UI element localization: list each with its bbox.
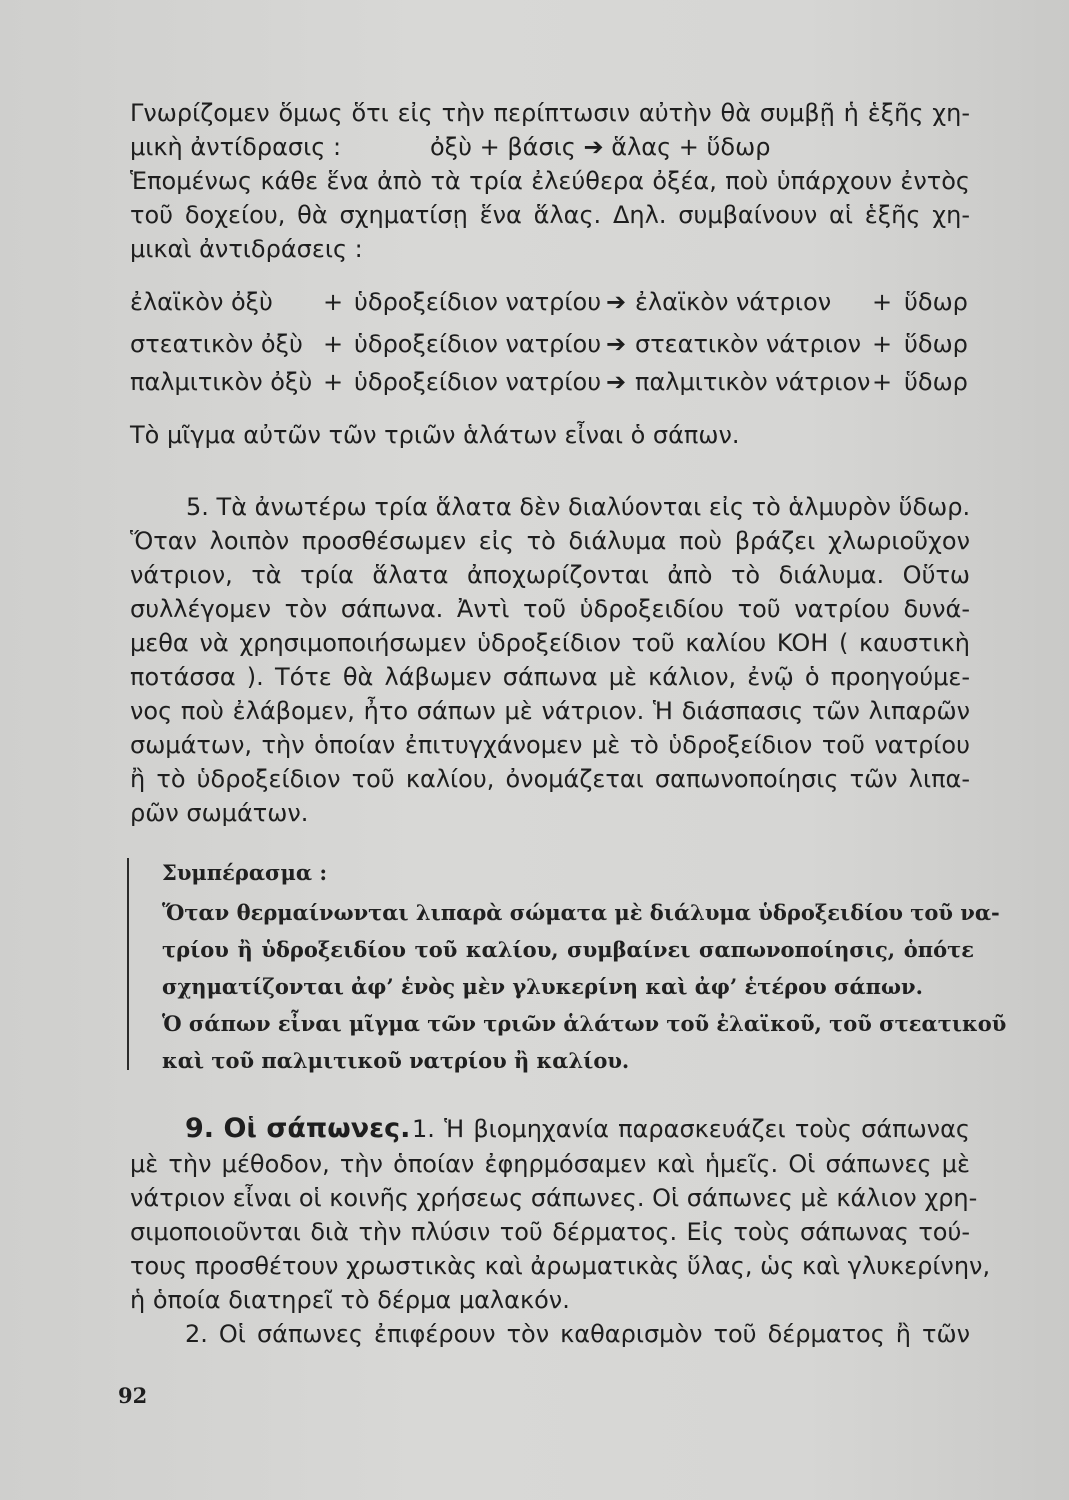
page-number: 92 [118, 1383, 148, 1408]
conclusion-line: καὶ τοῦ παλμιτικοῦ νατρίου ἢ καλίου. [162, 1048, 630, 1073]
text-line: νάτριον, τὰ τρία ἅλατα ἀποχωρίζονται ἀπὸ τὸ διάλυμα. Οὕτω [130, 561, 970, 589]
text-line: ποτάσσα ). Τότε θὰ λάβωμεν σάπωνα μὲ κάλιον, ἐνῷ ὁ προηγούμε- [130, 663, 970, 691]
acid-name: στεατικὸν ὀξὺ [130, 330, 303, 358]
text-line: σιμοποιοῦνται διὰ τὴν πλύσιν τοῦ δέρματος. Εἰς τοὺς σάπωνας τού- [130, 1218, 970, 1246]
text-line: μεθα νὰ χρησιμοποιήσωμεν ὑδροξείδιον τοῦ καλίου KOH ( καυστικὴ [130, 629, 970, 657]
conclusion-line: Ὅταν θερμαίνωνται λιπαρὰ σώματα μὲ διάλυμα ὑδροξειδίου τοῦ να- [162, 900, 1000, 925]
acid-name: ἐλαϊκὸν ὀξὺ [130, 288, 273, 316]
text-line: ἡ ὁποία διατηρεῖ τὸ δέρμα μαλακόν. [130, 1286, 570, 1314]
text-line: 1. Ἡ βιομηχανία παρασκευάζει τοὺς σάπωνας [412, 1115, 970, 1143]
base-name: ὑδροξείδιον νατρίου [354, 288, 602, 316]
text-line: Τὸ μῖγμα αὐτῶν τῶν τριῶν ἁλάτων εἶναι ὁ σάπων. [130, 421, 740, 449]
text-line: 2. Οἱ σάπωνες ἐπιφέρουν τὸν καθαρισμὸν τοῦ δέρματος ἢ τῶν [185, 1320, 970, 1348]
text-line: σωμάτων, τὴν ὁποίαν ἐπιτυγχάνομεν μὲ τὸ ὑδροξείδιον τοῦ νατρίου [130, 731, 970, 759]
plus-sign: + [323, 368, 344, 396]
text-line: Ἑπομένως κάθε ἕνα ἀπὸ τὰ τρία ἐλεύθερα ὀξέα, ποὺ ὑπάρχουν ἐντὸς [130, 167, 970, 195]
water-name: ὕδωρ [904, 288, 968, 316]
text-line: ρῶν σωμάτων. [130, 799, 309, 827]
salt-name: στεατικὸν νάτριον [635, 330, 862, 358]
text-line: τους προσθέτουν χρωστικὰς καὶ ἀρωματικὰς ὕλας, ὡς καὶ γλυκερίνην, [130, 1252, 991, 1280]
conclusion-title: Συμπέρασμα : [162, 860, 328, 885]
conclusion-line: τρίου ἢ ὑδροξειδίου τοῦ καλίου, συμβαίνει σαπωνοποίησις, ὁπότε [162, 937, 974, 962]
paragraph-5 [130, 490, 970, 830]
mixture-paragraph [130, 418, 970, 452]
text-line: νάτριον εἶναι οἱ κοινῆς χρήσεως σάπωνες. Οἱ σάπωνες μὲ κάλιον χρη- [130, 1184, 978, 1212]
text-line: ἢ τὸ ὑδροξείδιον τοῦ καλίου, ὀνομάζεται σαπωνοποίησις τῶν λιπα- [130, 765, 970, 793]
conclusion-box [127, 858, 1007, 1073]
reaction-label: μικὴ ἀντίδρασις : [130, 133, 342, 161]
base-name: ὑδροξείδιον νατρίου [354, 330, 602, 358]
equation-oleic [130, 284, 970, 320]
conclusion-body [162, 894, 1007, 1079]
plus-sign: + [872, 368, 893, 396]
equation-palmitic [130, 364, 970, 400]
salt-name: ἐλαϊκὸν νάτριον [635, 288, 832, 316]
text-line: μὲ τὴν μέθοδον, τὴν ὁποίαν ἐφηρμόσαμεν καὶ ἡμεῖς. Οἱ σάπωνες μὲ [130, 1150, 970, 1178]
section-heading: 9. Οἱ σάπωνες. [185, 1113, 411, 1144]
conclusion-line: σχηματίζονται ἀφ’ ἑνὸς μὲν γλυκερίνη καὶ ἀφ’ ἑτέρου σάπων. [162, 974, 923, 999]
text-line: τοῦ δοχείου, θὰ σχηματίσῃ ἕνα ἅλας. Δηλ. συμβαίνουν αἱ ἑξῆς χη- [130, 201, 970, 229]
arrow-icon: ➔ [606, 368, 627, 396]
text-line: συλλέγομεν τὸν σάπωνα. Ἀντὶ τοῦ ὑδροξειδίου τοῦ νατρίου δυνά- [130, 595, 970, 623]
text-line: Ὅταν λοιπὸν προσθέσωμεν εἰς τὸ διάλυμα ποὺ βράζει χλωριοῦχον [130, 527, 970, 555]
text-line: Γνωρίζομεν ὅμως ὅτι εἰς τὴν περίπτωσιν αὐτὴν θὰ συμβῇ ἡ ἑξῆς χη- [130, 99, 970, 127]
plus-sign: + [872, 288, 893, 316]
general-reaction-equation: ὀξὺ + βάσις ➔ ἅλας + ὕδωρ [430, 133, 771, 161]
equation-stearic [130, 326, 970, 362]
arrow-icon: ➔ [606, 330, 627, 358]
water-name: ὕδωρ [904, 330, 968, 358]
plus-sign: + [872, 330, 893, 358]
plus-sign: + [323, 288, 344, 316]
acid-name: παλμιτικὸν ὀξὺ [130, 368, 313, 396]
arrow-icon: ➔ [606, 288, 627, 316]
intro-paragraph [130, 96, 970, 266]
section-9 [130, 1111, 991, 1351]
section-9-first-line [130, 1111, 970, 1147]
text-line: μικαὶ ἀντιδράσεις : [130, 235, 363, 263]
text-line: νος ποὺ ἐλάβομεν, ἦτο σάπων μὲ νάτριον. Ἡ διάσπασις τῶν λιπαρῶν [130, 697, 970, 725]
reaction-line [130, 130, 970, 164]
salt-name: παλμιτικὸν νάτριον [635, 368, 871, 396]
water-name: ὕδωρ [904, 368, 968, 396]
base-name: ὑδροξείδιον νατρίου [354, 368, 602, 396]
conclusion-line: Ὁ σάπων εἶναι μῖγμα τῶν τριῶν ἁλάτων τοῦ ἐλαϊκοῦ, τοῦ στεατικοῦ [162, 1011, 1007, 1036]
text-line: 5. Τὰ ἀνωτέρω τρία ἅλατα δὲν διαλύονται εἰς τὸ ἁλμυρὸν ὕδωρ. [186, 493, 971, 521]
plus-sign: + [323, 330, 344, 358]
